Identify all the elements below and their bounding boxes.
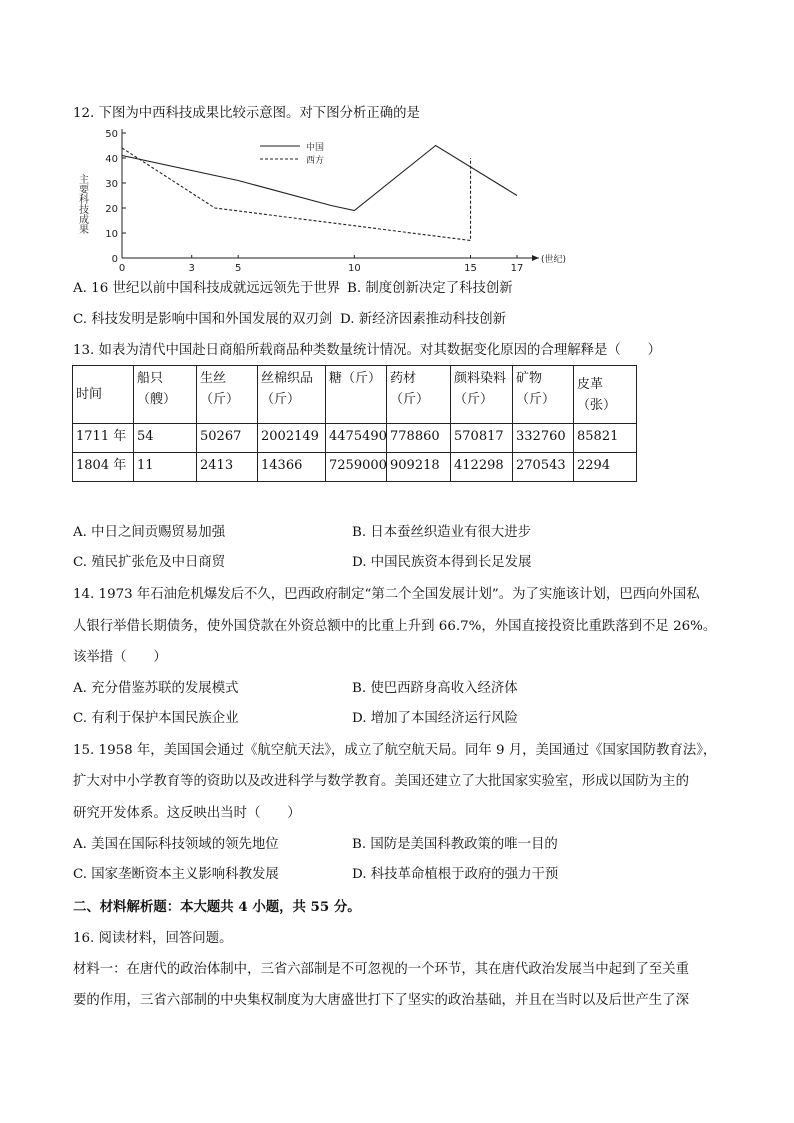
q14-line-3: 该举措（ ） (73, 650, 167, 665)
x-tick-label: 15 (464, 263, 477, 274)
y-tick-label: 0 (111, 254, 118, 265)
header-cell: 矿物（斤） (513, 366, 574, 424)
q15-line-3: 研究开发体系。这反映出当时（ ） (73, 806, 301, 821)
table-cell: 54 (134, 424, 197, 453)
header-cell: 皮革（张） (574, 366, 637, 424)
table-header-row (73, 366, 637, 424)
table-cell: 412298 (451, 453, 513, 482)
table-cell: 2002149 (258, 424, 326, 453)
x-axis-label: (世纪) (541, 255, 567, 265)
q13-option-b[interactable]: B. 日本蚕丝织造业有很大进步 (352, 525, 532, 540)
header-cell: 丝棉织品（斤） (258, 366, 326, 424)
q12-stem: 12. 下图为中西科技成果比较示意图。对下图分析正确的是 (73, 106, 420, 121)
table-cell: 7259000 (326, 453, 387, 482)
q13-option-c[interactable]: C. 殖民扩张危及中日商贸 (73, 555, 226, 570)
header-cell: 药材（斤） (387, 366, 451, 424)
table-row (73, 424, 637, 453)
q15-line-1: 15. 1958 年，美国国会通过《航空航天法》，成立了航空航天局。同年 9 月，美国通过《国家国防教育法》， (73, 743, 717, 758)
q14-option-b[interactable]: B. 使巴西跻身高收入经济体 (352, 681, 518, 696)
table-cell: 14366 (258, 453, 326, 482)
x-axis-arrow (532, 255, 539, 261)
x-tick-label: 10 (347, 263, 361, 274)
q14-line-1: 14. 1973 年石油危机爆发后不久，巴西政府制定“第二个全国发展计划”。为了实施该计划，巴西向外国私 (73, 587, 700, 602)
y-tick-label: 50 (105, 129, 118, 140)
header-cell: 船只（艘） (134, 366, 197, 424)
legend-label: 西方 (306, 156, 325, 166)
q13-option-a[interactable]: A. 中日之间贡赐贸易加强 (73, 525, 226, 540)
q12-option-a[interactable]: A. 16 世纪以前中国科技成就远远领先于世界 (73, 281, 341, 296)
table-cell: 11 (134, 453, 197, 482)
header-cell: 颜料染料（斤） (451, 366, 513, 424)
q15-option-d[interactable]: D. 科技革命植根于政府的强力干预 (352, 867, 559, 882)
q12-option-c[interactable]: C. 科技发明是影响中国和外国发展的双刃剑 (73, 312, 333, 327)
y-tick-label: 30 (105, 179, 118, 190)
q13-stem: 13. 如表为清代中国赴日商船所载商品种类数量统计情况。对其数据变化原因的合理解释是（ ） (73, 343, 661, 358)
table-cell: 270543 (513, 453, 574, 482)
q14-option-d[interactable]: D. 增加了本国经济运行风险 (352, 711, 519, 726)
table-cell: 4475490 (326, 424, 387, 453)
y-ticks (105, 129, 126, 265)
table-cell: 1804 年 (73, 453, 134, 482)
header-cell: 生丝（斤） (197, 366, 258, 424)
q15-option-b[interactable]: B. 国防是美国科教政策的唯一目的 (352, 837, 558, 852)
header-cell: 时间 (73, 366, 134, 424)
q15-line-2: 扩大对中小学教育等的资助以及改进科学与数学教育。美国还建立了大批国家实验室，形成以国防为主的 (73, 774, 689, 789)
q15-option-a[interactable]: A. 美国在国际科技领域的领先地位 (73, 837, 279, 852)
series-line-west (122, 148, 471, 241)
chart-svg (70, 126, 590, 276)
table-cell: 1711 年 (73, 424, 134, 453)
q13-option-d[interactable]: D. 中国民族资本得到长足发展 (352, 555, 532, 570)
table-cell: 909218 (387, 453, 451, 482)
table-cell: 570817 (451, 424, 513, 453)
x-tick-label: 17 (510, 263, 524, 274)
q14-option-a[interactable]: A. 充分借鉴苏联的发展模式 (73, 681, 239, 696)
section-heading: 二、材料解析题：本大题共 4 小题，共 55 分。 (73, 899, 361, 915)
table-cell: 85821 (574, 424, 637, 453)
chart-legend (260, 141, 324, 166)
q16-stem: 16. 阅读材料，回答问题。 (73, 931, 233, 946)
header-cell: 糖（斤） (326, 366, 387, 424)
q15-option-c[interactable]: C. 国家垄断资本主义影响科教发展 (73, 867, 279, 882)
chart-axes (122, 129, 539, 261)
x-tick-label: 0 (118, 263, 126, 274)
y-tick-label: 40 (105, 154, 118, 165)
y-axis-label: 主要科技成果 (76, 174, 88, 234)
trade-table (72, 365, 637, 482)
q12-option-b[interactable]: B. 制度创新决定了科技创新 (347, 281, 513, 296)
y-tick-label: 10 (105, 229, 118, 240)
x-tick-label: 5 (234, 263, 242, 274)
q14-option-c[interactable]: C. 有利于保护本国民族企业 (73, 711, 239, 726)
x-tick-label: 3 (188, 263, 195, 274)
legend-label: 中国 (306, 143, 325, 153)
q12-option-d[interactable]: D. 新经济因素推动科技创新 (340, 312, 507, 327)
table-cell: 778860 (387, 424, 451, 453)
table-cell: 2294 (574, 453, 637, 482)
q16-material-line-1: 材料一：在唐代的政治体制中，三省六部制是不可忽视的一个环节，其在唐代政治发展当中起到了至关重 (73, 962, 689, 977)
table-row (73, 453, 637, 482)
table-cell: 50267 (197, 424, 258, 453)
table-cell: 2413 (197, 453, 258, 482)
tech-comparison-chart (70, 126, 590, 280)
q14-line-2: 人银行举借长期债务，使外国贷款在外资总额中的比重上升到 66.7%，外国直接投资比重跌落到不足 26%。 (73, 619, 717, 634)
q16-material-line-2: 要的作用，三省六部制的中央集权制度为大唐盛世打下了坚实的政治基础，并且在当时以及后世产生了深 (73, 993, 689, 1008)
table-cell: 332760 (513, 424, 574, 453)
y-tick-label: 20 (105, 204, 118, 215)
